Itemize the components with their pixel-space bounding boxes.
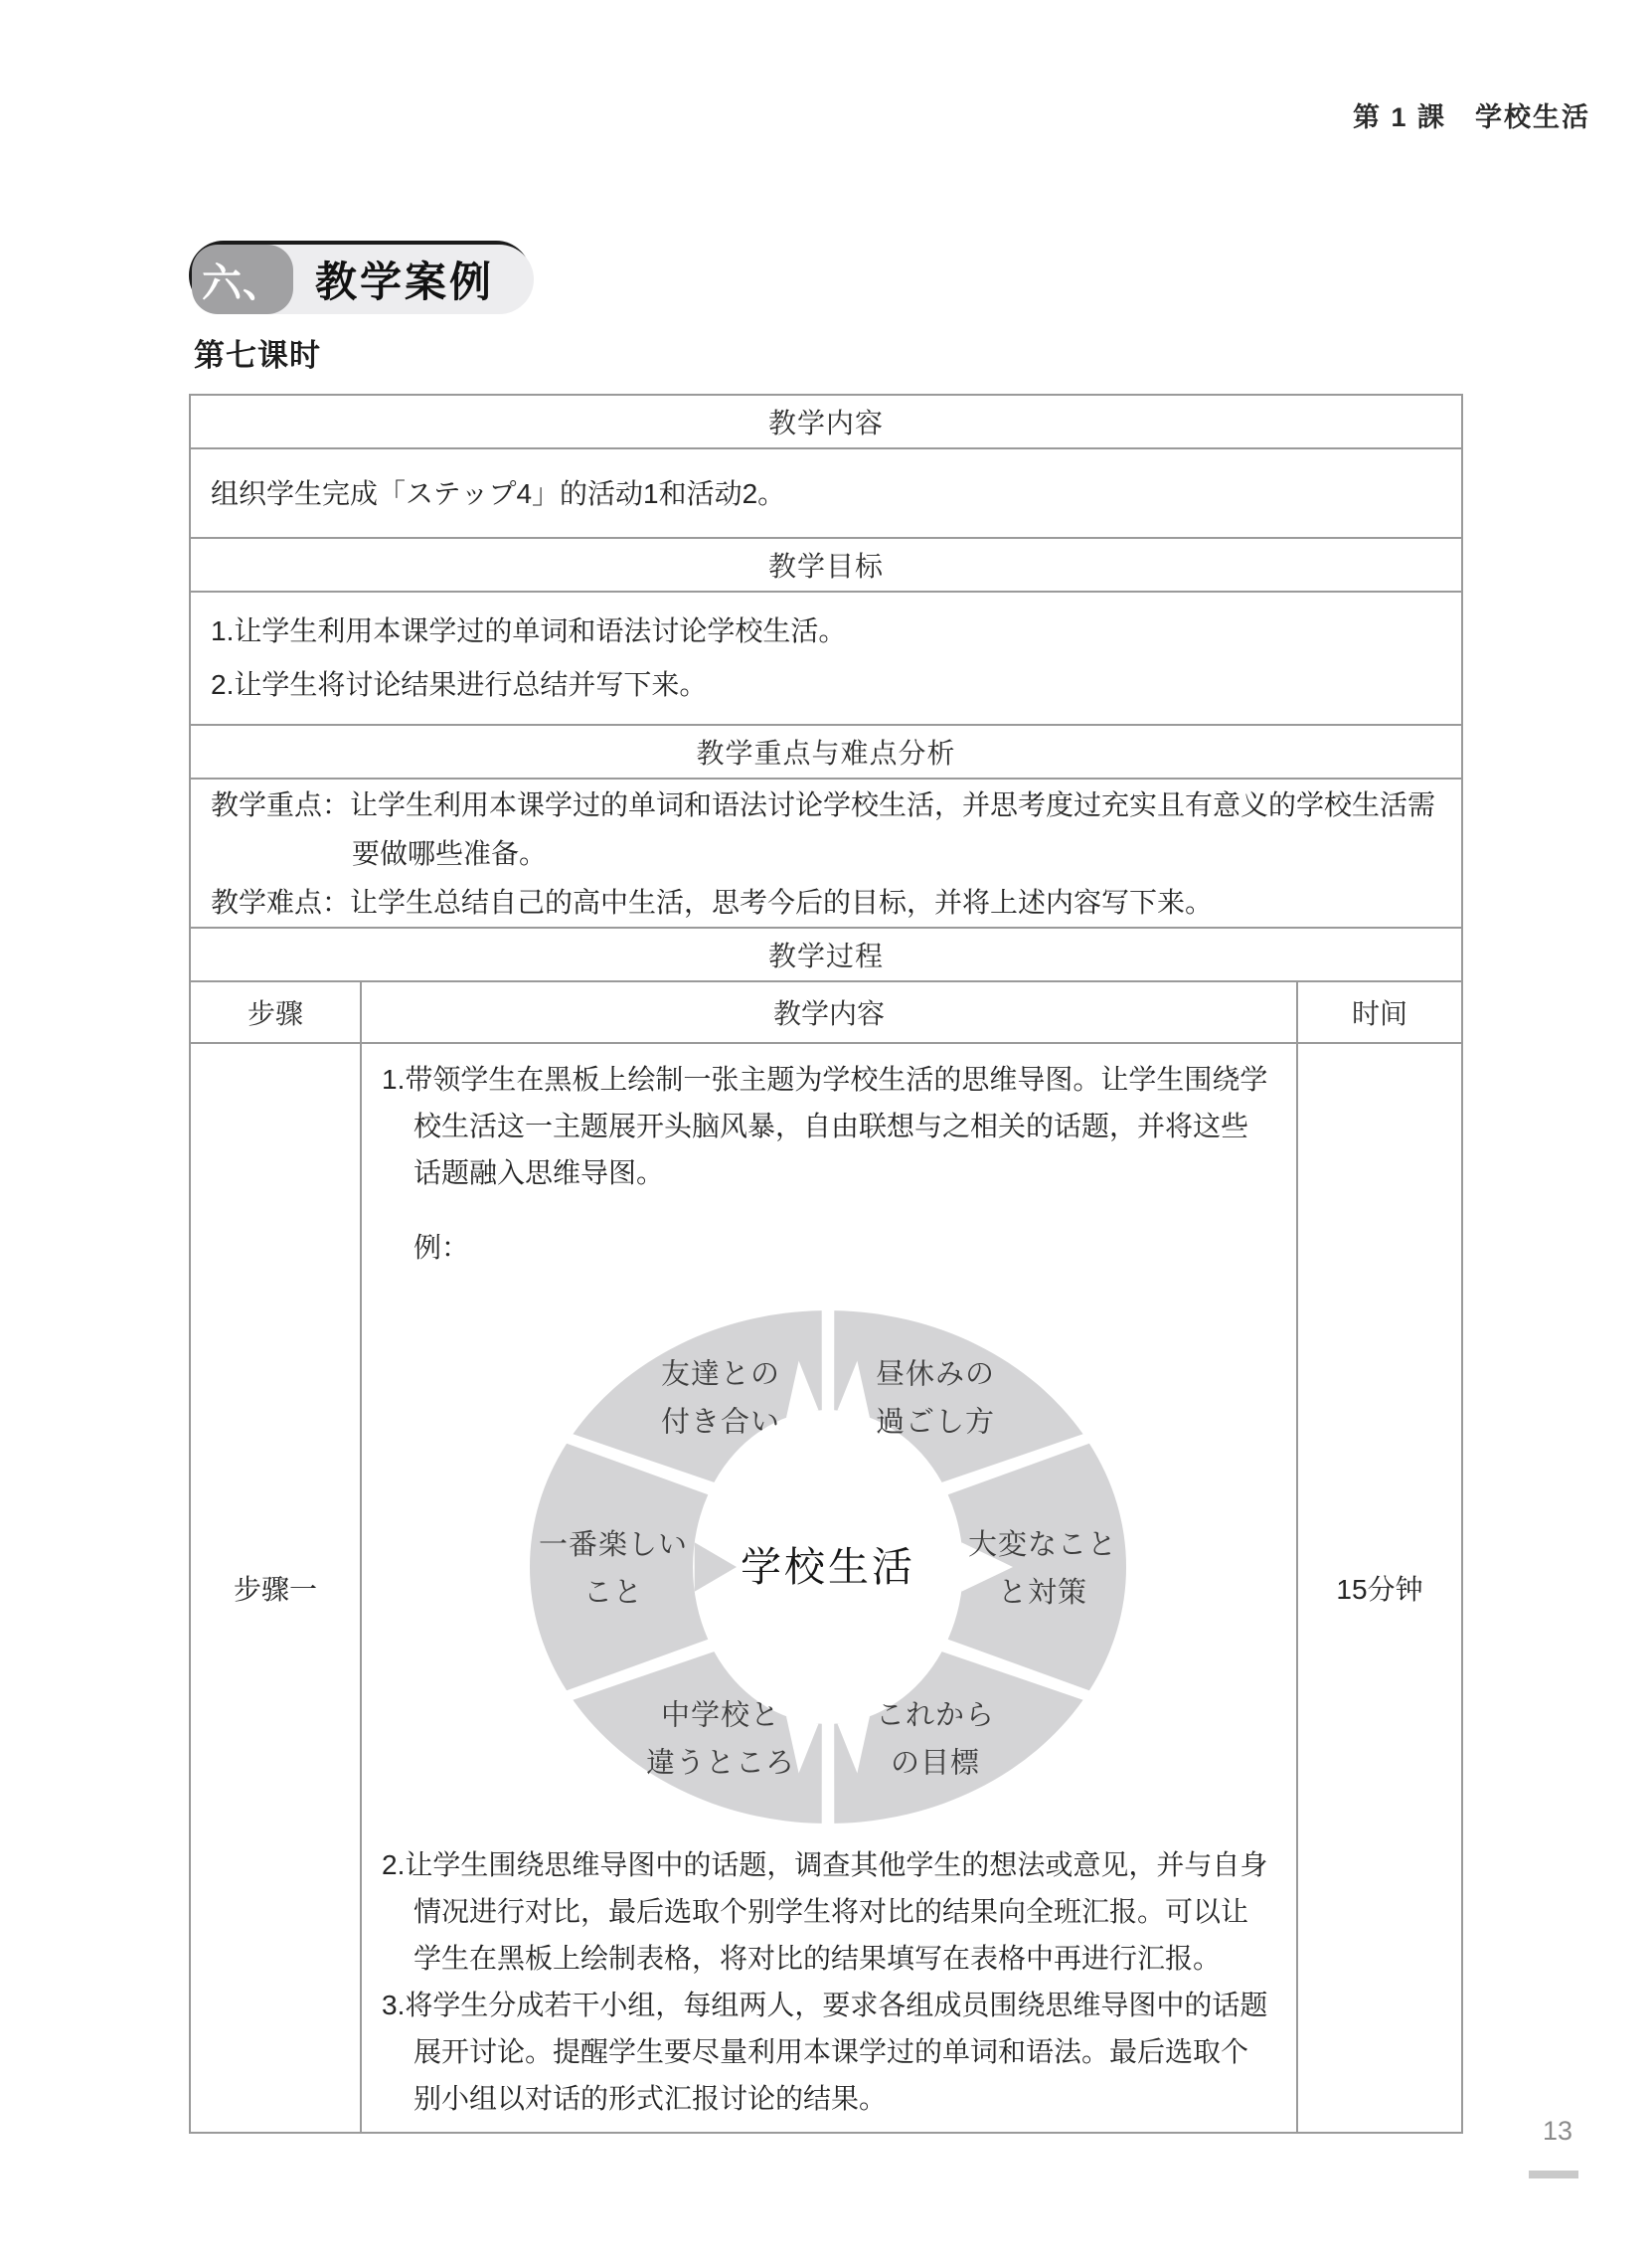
col-header-content: 教学内容 <box>360 982 1296 1044</box>
running-header: 第 1 課 学校生活 <box>1352 102 1590 132</box>
col-header-time: 时间 <box>1296 982 1461 1044</box>
table-header-keypoints: 教学重点与难点分析 <box>191 726 1461 780</box>
step-item <box>382 1056 1274 1196</box>
item-text: 让学生围绕思维导图中的话题，调查其他学生的想法或意见，并与自身情况进行对比，最后选取个别学生将对比的结果向全班汇报。可以让学生在黑板上绘制表格，将对比的结果填写在表格中再进行汇报。 <box>405 1849 1268 1974</box>
page-number: 13 <box>1542 2116 1572 2146</box>
step-item <box>382 1841 1274 1982</box>
section-heading <box>192 245 534 314</box>
lesson-plan-table <box>189 394 1463 2134</box>
keypoint-line: 教学重点：让学生利用本课学过的单词和语法讨论学校生活，并思考度过充实且有意义的学校生活需要做哪些准备。 <box>211 788 1436 869</box>
process-grid <box>191 982 1461 2132</box>
mindmap-segment <box>530 1444 708 1691</box>
item-number: 1. <box>382 1064 406 1095</box>
mindmap-diagram <box>510 1299 1146 1835</box>
segment-label: これからの目標 <box>875 1699 996 1780</box>
cell-step-name: 步骤一 <box>233 1574 317 1605</box>
segment-label: 一番楽しいこと <box>538 1529 689 1609</box>
table-header-process: 教学过程 <box>191 929 1461 982</box>
cell-teaching-content: 组织学生完成「ステップ4」的活动1和活动2。 <box>191 449 1461 539</box>
step-item <box>382 1982 1274 2122</box>
item-text: 例： <box>413 1232 470 1263</box>
mindmap-segment <box>573 1652 821 1824</box>
difficulty-line: 教学难点：让学生总结自己的高中生活，思考今后的目标，并将上述内容写下来。 <box>211 886 1214 918</box>
page-footer-rule <box>1529 2171 1578 2178</box>
table-header-goals: 教学目标 <box>191 539 1461 593</box>
item-number: 2. <box>382 1849 406 1880</box>
goal-line-1: 1.让学生利用本课学过的单词和语法讨论学校生活。 <box>211 615 847 646</box>
section-number-badge: 六、 <box>192 245 293 314</box>
mindmap-segment <box>834 1652 1082 1824</box>
step-item <box>382 1224 1274 1271</box>
lesson-subtitle: 第七课时 <box>194 338 321 373</box>
table-header-content: 教学内容 <box>191 396 1461 449</box>
mindmap-segment <box>573 1310 821 1482</box>
segment-label: 昼休みの過ごし方 <box>875 1358 996 1439</box>
segment-label: 中学校と違うところ <box>645 1699 796 1780</box>
step-items-before-diagram <box>382 1056 1274 1271</box>
col-header-step: 步骤 <box>191 982 360 1044</box>
segment-label: 友達との付き合い <box>660 1358 781 1439</box>
mindmap-center-label: 学校生活 <box>741 1544 915 1590</box>
cell-step-content <box>360 1044 1296 2132</box>
cell-step-time: 15分钟 <box>1296 1044 1461 2132</box>
section-title: 教学案例 <box>315 259 495 305</box>
cell-teaching-goals <box>191 593 1461 726</box>
mindmap-segment <box>834 1310 1082 1482</box>
goal-line-2: 2.让学生将讨论结果进行总结并写下来。 <box>211 669 708 700</box>
item-text: 带领学生在黑板上绘制一张主题为学校生活的思维导图。让学生围绕学校生活这一主题展开头脑风暴，自由联想与之相关的话题，并将这些话题融入思维导图。 <box>405 1064 1268 1188</box>
segment-label: 大変なことと対策 <box>967 1529 1118 1609</box>
cell-keypoints <box>191 780 1461 929</box>
item-text: 将学生分成若干小组，每组两人，要求各组成员围绕思维导图中的话题展开讨论。提醒学生要尽量利用本课学过的单词和语法。最后选取个别小组以对话的形式汇报讨论的结果。 <box>405 1990 1268 2114</box>
inner-rim-tip <box>695 1542 737 1591</box>
step-items-after-diagram <box>382 1841 1274 2122</box>
item-number: 3. <box>382 1990 406 2020</box>
section-badge <box>192 245 534 314</box>
